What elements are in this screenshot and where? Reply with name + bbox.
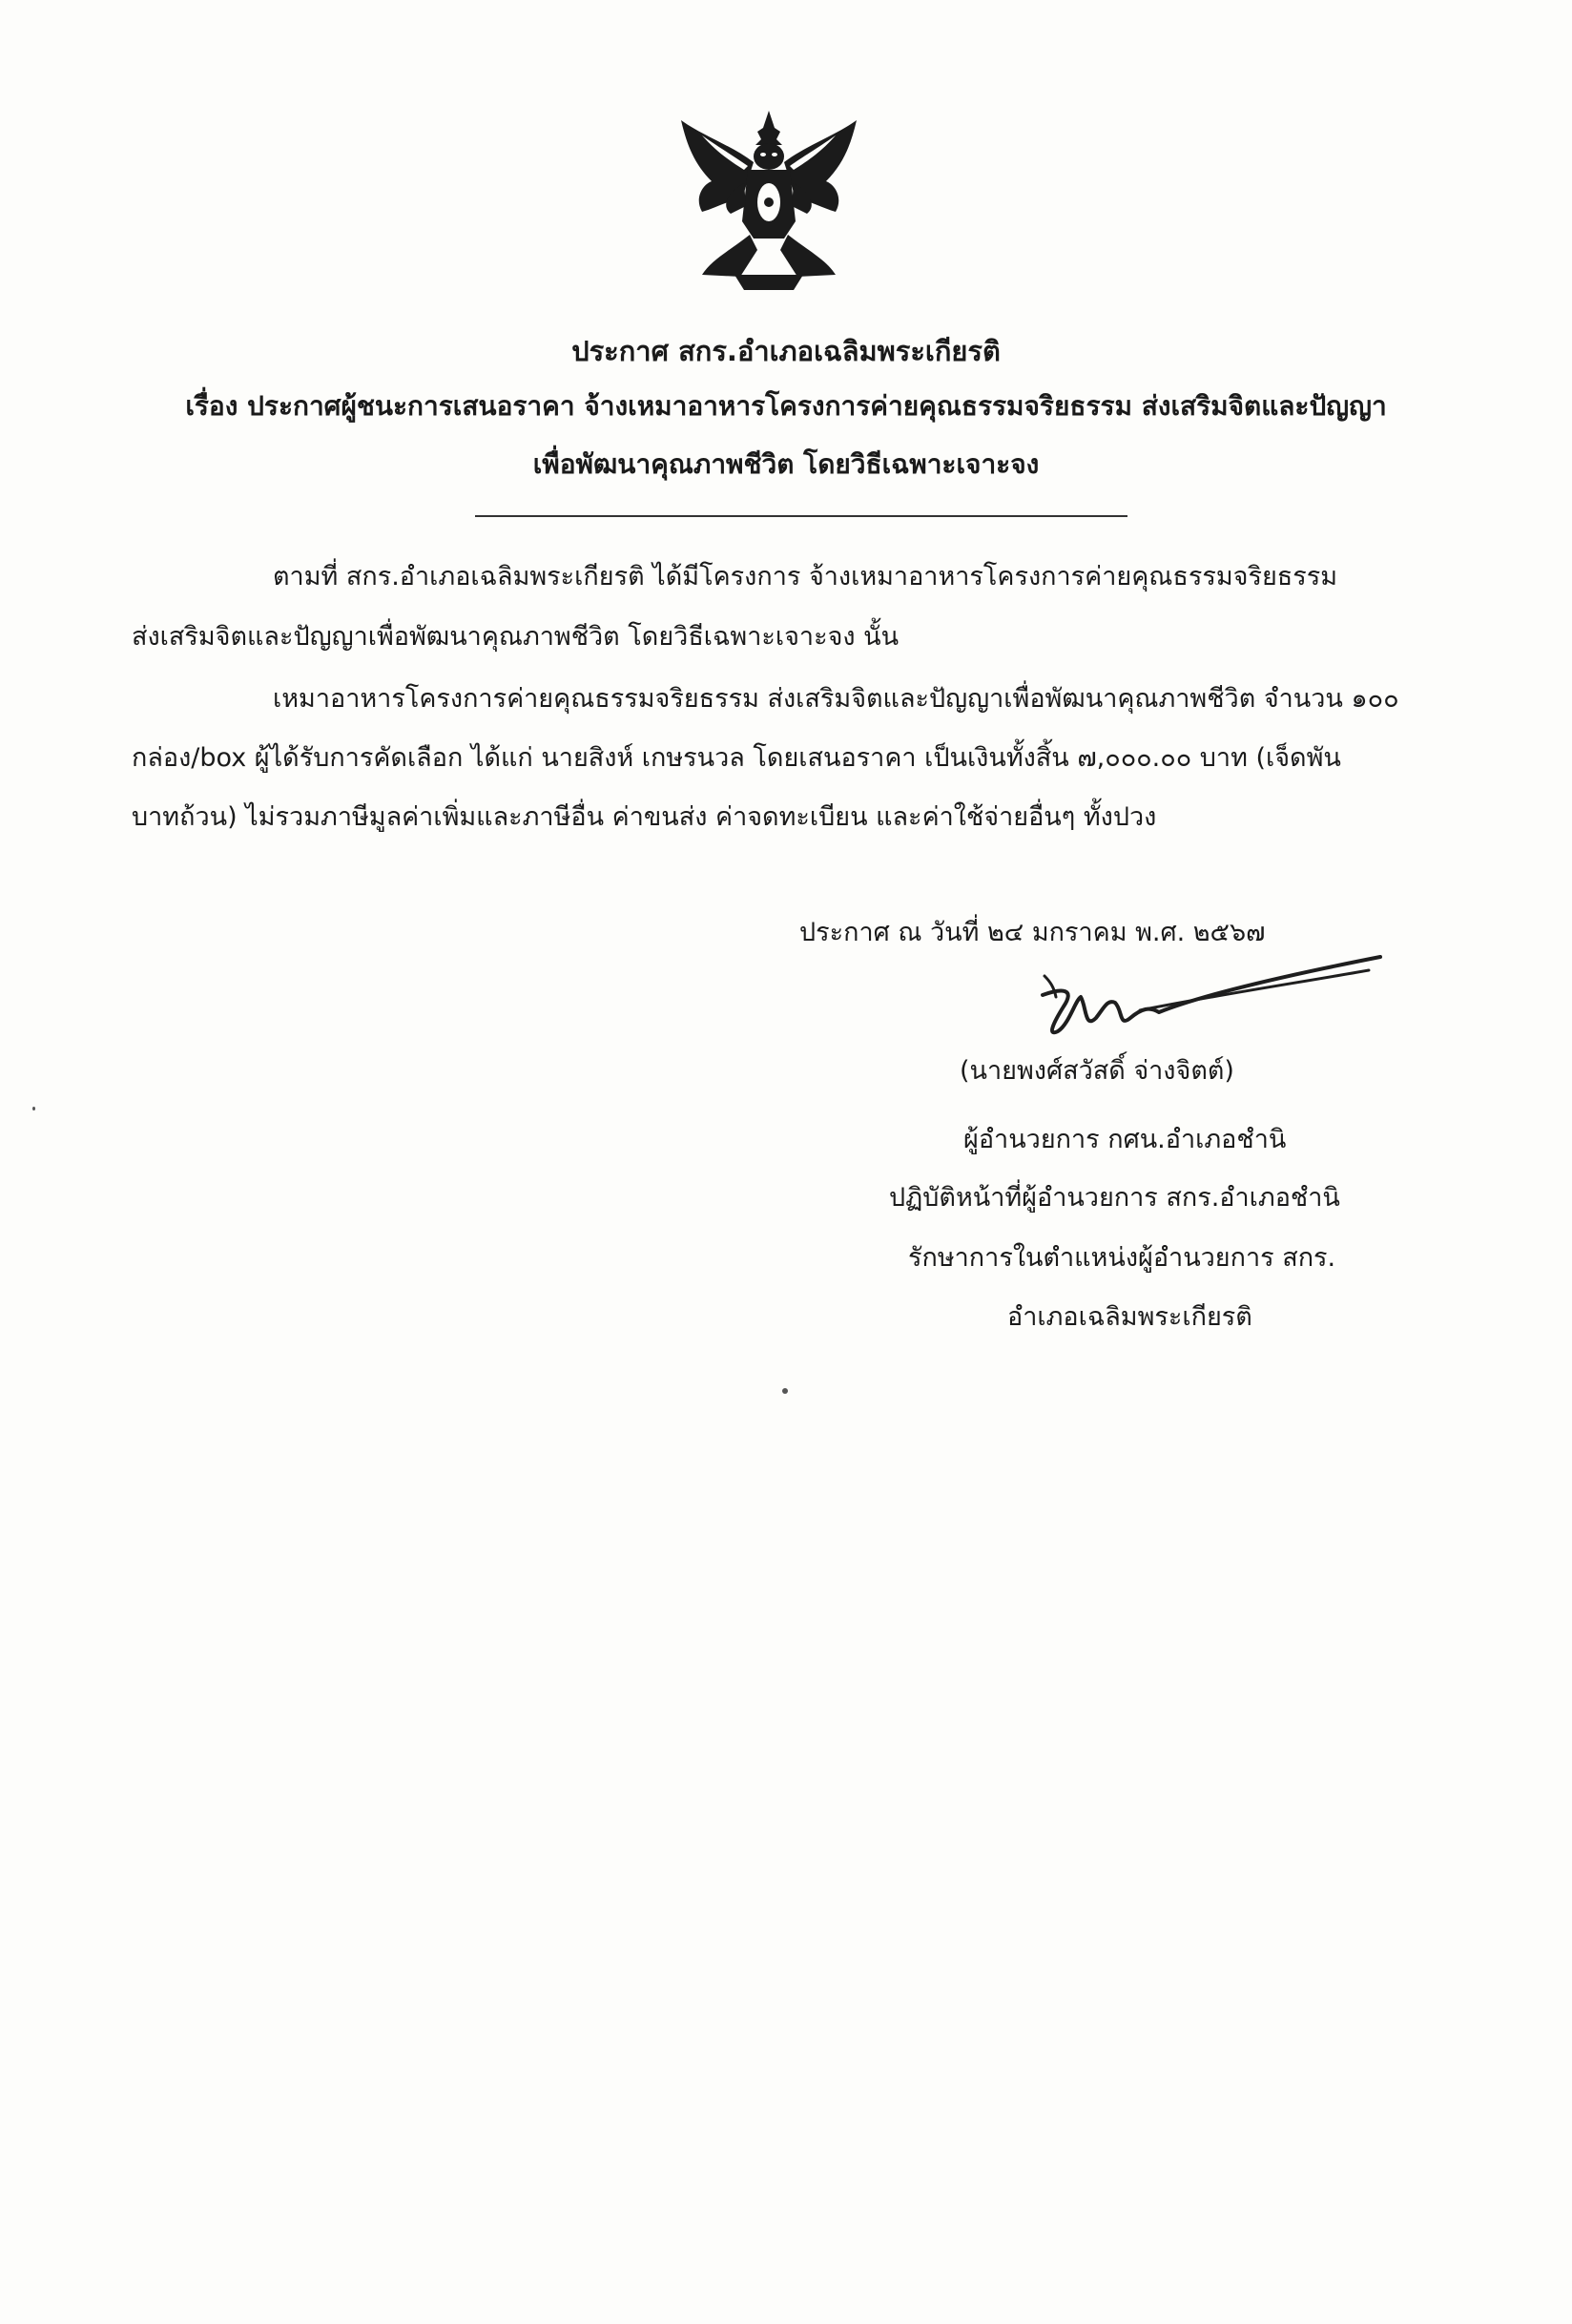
signatory-name: (นายพงศ์สวัสดิ์ จ่างจิตต์) (960, 1056, 1234, 1086)
paragraph-2-line-2: กล่อง/box ผู้ได้รับการคัดเลือก ได้แก่ นายสิงห์ เกษรนวล โดยเสนอราคา เป็นเงินทั้งสิ้น ๗,๐๐๐.๐๐ บาท (เจ็ดพัน (132, 743, 1341, 773)
speck-mark (782, 1388, 788, 1394)
paragraph-1-line-1: ตามที่ สกร.อำเภอเฉลิมพระเกียรติ ได้มีโครงการ จ้างเหมาอาหารโครงการค่ายคุณธรรมจริยธรรม (273, 562, 1338, 591)
paragraph-2-line-1: เหมาอาหารโครงการค่ายคุณธรรมจริยธรรม ส่งเสริมจิตและปัญญาเพื่อพัฒนาคุณภาพชีวิต จำนวน ๑๐๐ (273, 684, 1399, 714)
title-divider (475, 515, 1127, 517)
handwritten-signature (1025, 949, 1388, 1054)
subject-line-1: เรื่อง ประกาศผู้ชนะการเสนอราคา จ้างเหมาอาหารโครงการค่ายคุณธรรมจริยธรรม ส่งเสริมจิตและปัญญา (185, 390, 1387, 422)
signatory-position-1: ผู้อำนวยการ กศน.อำเภอชำนิ (963, 1125, 1287, 1154)
paragraph-1-line-2: ส่งเสริมจิตและปัญญาเพื่อพัฒนาคุณภาพชีวิต โดยวิธีเฉพาะเจาะจง นั้น (132, 622, 900, 652)
signatory-position-4: อำเภอเฉลิมพระเกียรติ (1007, 1302, 1252, 1332)
speck-mark (32, 1107, 35, 1110)
garuda-emblem-icon (673, 107, 864, 293)
signatory-position-2: ปฏิบัติหน้าที่ผู้อำนวยการ สกร.อำเภอชำนิ (889, 1183, 1340, 1213)
announcement-title: ประกาศ สกร.อำเภอเฉลิมพระเกียรติ (571, 335, 1001, 367)
paragraph-2-line-3: บาทถ้วน) ไม่รวมภาษีมูลค่าเพิ่มและภาษีอื่น ค่าขนส่ง ค่าจดทะเบียน และค่าใช้จ่ายอื่นๆ ทั้งปวง (132, 802, 1157, 832)
signatory-position-3: รักษาการในตำแหน่งผู้อำนวยการ สกร. (908, 1243, 1336, 1273)
announcement-date: ประกาศ ณ วันที่ ๒๔ มกราคม พ.ศ. ๒๕๖๗ (799, 918, 1266, 947)
subject-line-2: เพื่อพัฒนาคุณภาพชีวิต โดยวิธีเฉพาะเจาะจง (532, 448, 1040, 480)
